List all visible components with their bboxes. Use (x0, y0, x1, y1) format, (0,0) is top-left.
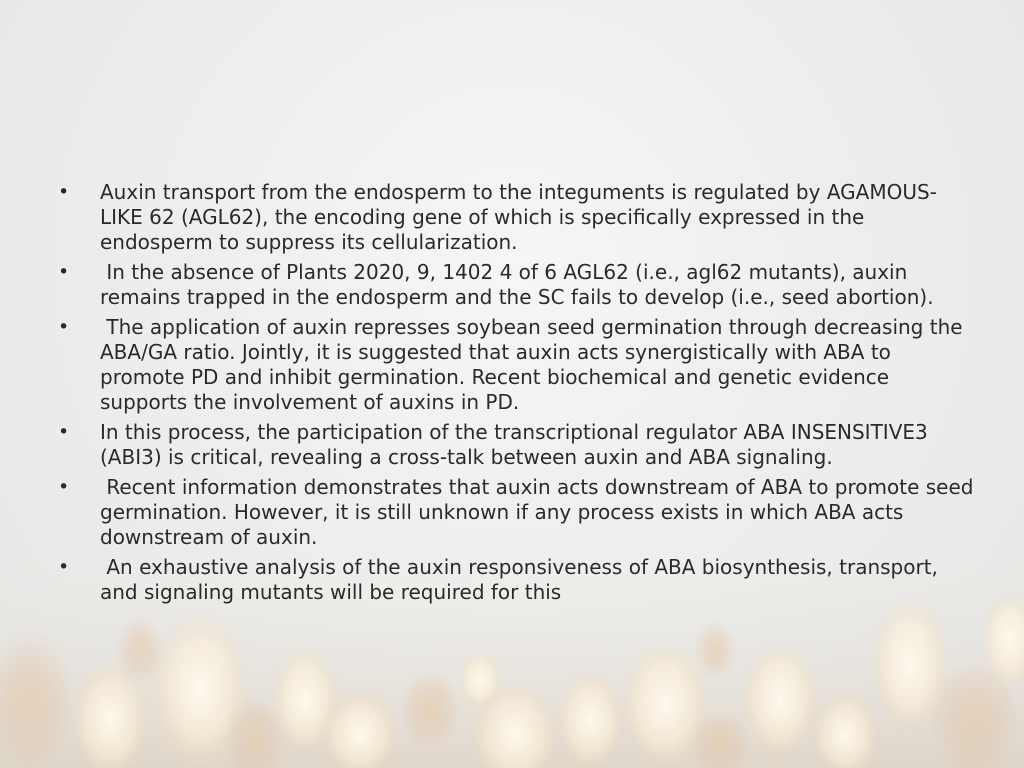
bullet-marker: • (58, 316, 70, 338)
bullet-marker: • (58, 556, 70, 578)
bullet-text: In the absence of Plants 2020, 9, 1402 4 of 6 AGL62 (i.e., agl62 mutants), auxin remains trapped in the endosperm and the SC fails to develop (i.e., seed abortion). (100, 260, 934, 309)
bullet-text: In this process, the participation of the transcriptional regulator ABA INSENSITIVE3 (ABI3) is critical, revealing a cross-talk between auxin and ABA signaling. (100, 420, 935, 469)
bullet-item (58, 180, 978, 255)
bullet-item (58, 260, 978, 310)
bullet-text: Recent information demonstrates that auxin acts downstream of ABA to promote seed germination. However, it is still unknown if any process exists in which ABA acts downstream of auxin. (100, 475, 980, 549)
bullet-text: Auxin transport from the endosperm to the integuments is regulated by AGAMOUS-LIKE 62 (AGL62), the encoding gene of which is specifically expressed in the endosperm to suppress its cellularization. (100, 180, 937, 254)
bullet-item (58, 420, 978, 470)
bullet-marker: • (58, 181, 70, 203)
bullet-item (58, 475, 978, 550)
bullet-text: An exhaustive analysis of the auxin responsiveness of ABA biosynthesis, transport, and signaling mutants will be required for this (100, 555, 945, 604)
bullet-item (58, 315, 978, 415)
bullet-marker: • (58, 476, 70, 498)
bullet-marker: • (58, 261, 70, 283)
bullet-text: The application of auxin represses soybean seed germination through decreasing the ABA/GA ratio. Jointly, it is suggested that auxin acts synergistically with ABA to promote PD and inhibit germination. Recent biochemical and genetic evidence supports the involvement of auxins in PD. (100, 315, 969, 414)
bullet-marker: • (58, 421, 70, 443)
bullet-list (58, 180, 978, 610)
bullet-item (58, 555, 978, 605)
